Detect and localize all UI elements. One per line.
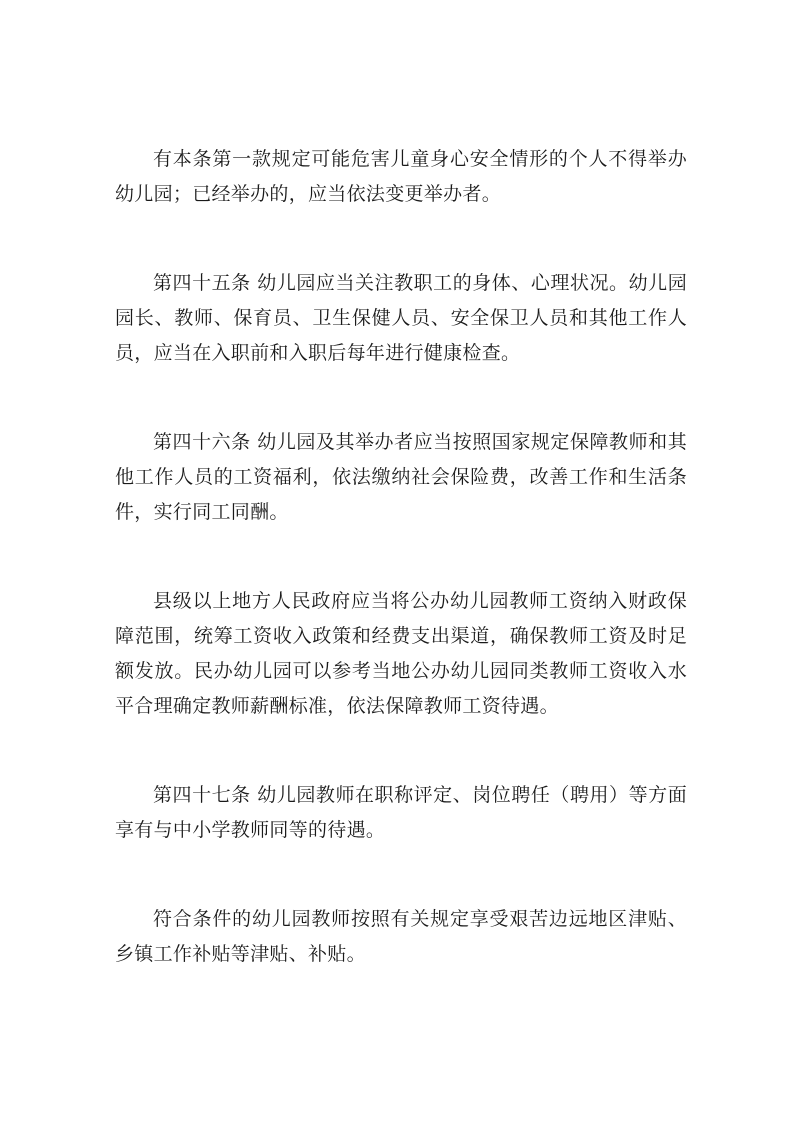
paragraph-article-45: 第四十五条 幼儿园应当关注教职工的身体、心理状况。幼儿园园长、教师、保育员、卫生保健人员、安全保卫人员和其他工作人员，应当在入职前和入职后每年进行健康检查。 (115, 272, 687, 364)
paragraph: 符合条件的幼儿园教师按照有关规定享受艰苦边远地区津贴、乡镇工作补贴等津贴、补贴。 (115, 908, 687, 965)
paragraph-article-47: 第四十七条 幼儿园教师在职称评定、岗位聘任（聘用）等方面享有与中小学教师同等的待遇。 (115, 784, 687, 841)
document-body (115, 142, 687, 972)
paragraph: 有本条第一款规定可能危害儿童身心安全情形的个人不得举办幼儿园；已经举办的，应当依法变更举办者。 (115, 148, 687, 205)
paragraph-article-46: 第四十六条 幼儿园及其举办者应当按照国家规定保障教师和其他工作人员的工资福利，依法缴纳社会保险费，改善工作和生活条件，实行同工同酬。 (115, 431, 687, 523)
paragraph: 县级以上地方人民政府应当将公办幼儿园教师工资纳入财政保障范围，统筹工资收入政策和经费支出渠道，确保教师工资及时足额发放。民办幼儿园可以参考当地公办幼儿园同类教师工资收入水平合理确定教师薪酬标准，依法保障教师工资待遇。 (115, 590, 687, 717)
